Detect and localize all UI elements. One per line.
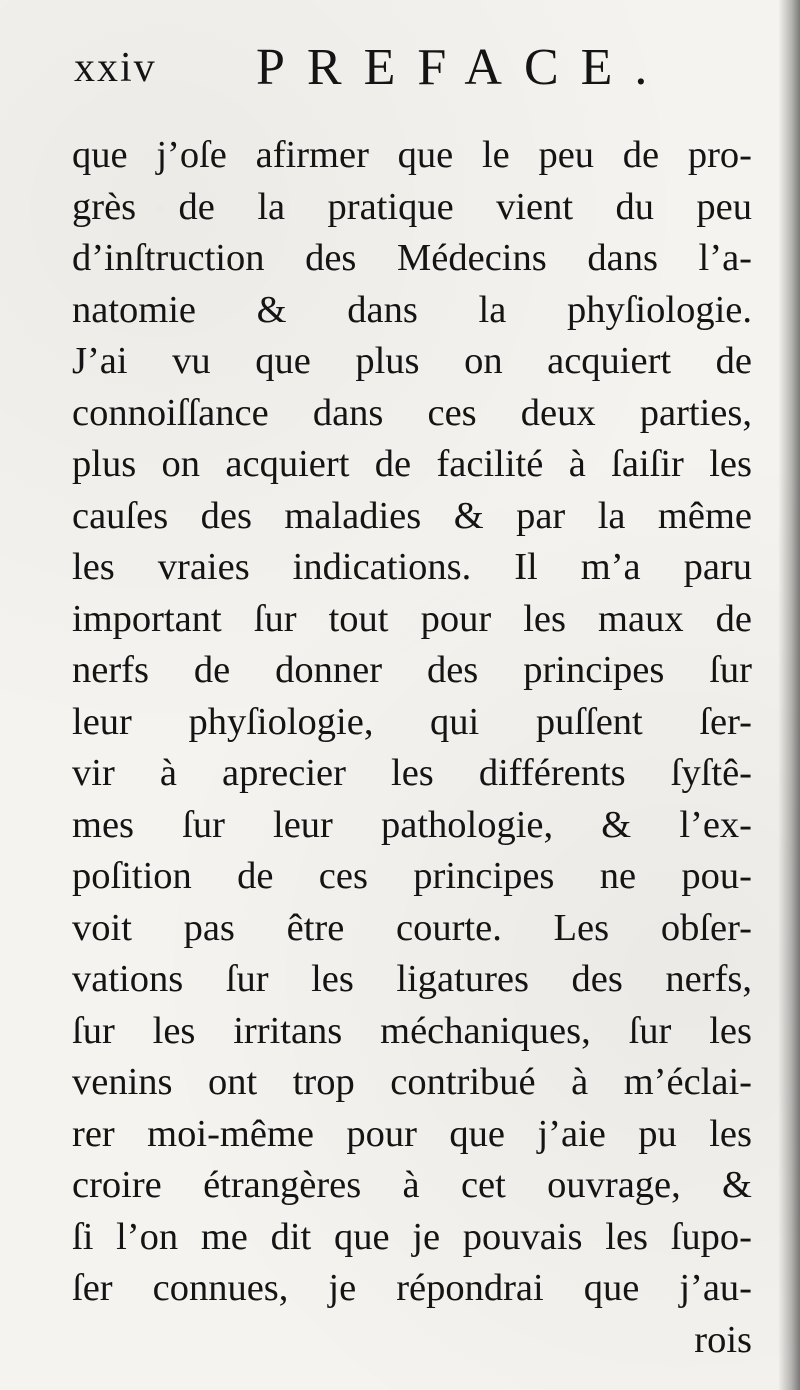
- page-edge-shadow: [778, 0, 800, 1390]
- text-line: important ſur tout pour les maux de: [72, 597, 752, 640]
- text-line: nerfs de donner des principes ſur: [72, 649, 752, 691]
- page-number: xxiv: [74, 45, 157, 91]
- text-line: mes ſur leur pathologie, & l’ex-: [72, 803, 752, 846]
- text-line: d’inſtruction des Médecins dans l’a-: [72, 237, 752, 279]
- text-line: vir à aprecier les différents ſyſtê-: [72, 752, 752, 794]
- text-line: que j’oſe afirmer que le peu de pro-: [72, 134, 752, 176]
- text-line: venins ont trop contribué à m’éclai-: [72, 1061, 752, 1103]
- text-line: ſer connues, je répondrai que j’au-: [72, 1267, 752, 1309]
- text-line: J’ai vu que plus on acquiert de: [72, 340, 752, 382]
- text-line: natomie & dans la phyſiologie.: [72, 288, 752, 331]
- body-text: [72, 130, 752, 1366]
- text-line: cauſes des maladies & par la même: [72, 494, 752, 537]
- page-header: [70, 38, 750, 108]
- text-line: grès de la pratique vient du peu: [72, 185, 752, 228]
- text-line: ſi l’on me dit que je pouvais les ſupo-: [72, 1215, 752, 1258]
- text-line: poſition de ces principes ne pou-: [72, 855, 752, 897]
- text-line: ſur les irritans méchaniques, ſur les: [72, 1009, 752, 1052]
- text-line: leur phyſiologie, qui puſſent ſer-: [72, 700, 752, 743]
- text-line: plus on acquiert de facilité à ſaiſir les: [72, 443, 752, 485]
- text-line: vations ſur les ligatures des nerfs,: [72, 958, 752, 1000]
- text-line: connoiſſance dans ces deux parties,: [72, 391, 752, 434]
- text-line: rer moi-même pour que j’aie pu les: [72, 1112, 752, 1155]
- text-line: les vraies indications. Il m’a paru: [72, 546, 752, 588]
- text-line: croire étrangères à cet ouvrage, &: [72, 1164, 752, 1206]
- text-line: voit pas être courte. Les obſer-: [72, 906, 752, 949]
- running-title: PREFACE.: [256, 39, 670, 96]
- text-line-catchword: rois: [694, 1318, 752, 1361]
